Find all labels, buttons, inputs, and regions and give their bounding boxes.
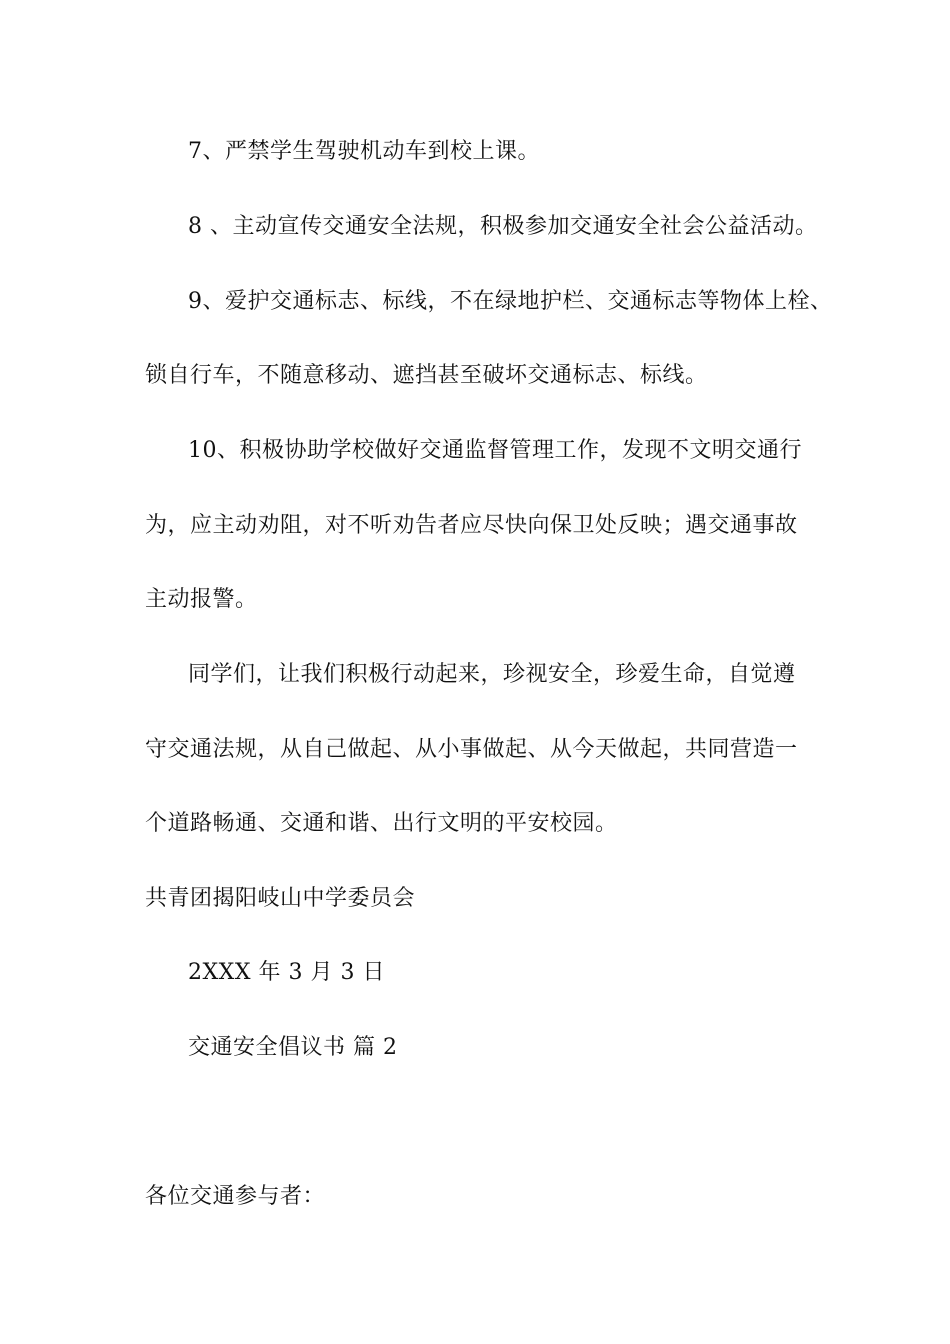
rule-10-line-2: 为，应主动劝阻，对不听劝告者应尽快向保卫处反映；遇交通事故 (145, 513, 798, 538)
signature-organization: 共青团揭阳岐山中学委员会 (145, 886, 416, 911)
rule-9-line-1: 9、爱护交通标志、标线，不在绿地护栏、交通标志等物体上栓、 (188, 289, 833, 314)
closing-paragraph-line-3: 个道路畅通、交通和谐、出行文明的平安校园。 (145, 811, 618, 836)
rule-9-line-2: 锁自行车，不随意移动、遮挡甚至破坏交通标志、标线。 (145, 363, 708, 388)
closing-paragraph-line-2: 守交通法规，从自己做起、从小事做起、从今天做起，共同营造一 (145, 737, 798, 762)
section-title: 交通安全倡议书 篇 2 (188, 1035, 398, 1060)
signature-date: 2XXX 年 3 月 3 日 (188, 960, 385, 985)
rule-10-line-1: 10、积极协助学校做好交通监督管理工作，发现不文明交通行 (188, 438, 802, 463)
salutation: 各位交通参与者： (145, 1184, 326, 1209)
rule-10-line-3: 主动报警。 (145, 587, 258, 612)
rule-7: 7、严禁学生驾驶机动车到校上课。 (188, 139, 540, 164)
closing-paragraph-line-1: 同学们，让我们积极行动起来，珍视安全，珍爱生命，自觉遵 (188, 662, 796, 687)
rule-8: 8 、主动宣传交通安全法规，积极参加交通安全社会公益活动。 (188, 214, 818, 239)
